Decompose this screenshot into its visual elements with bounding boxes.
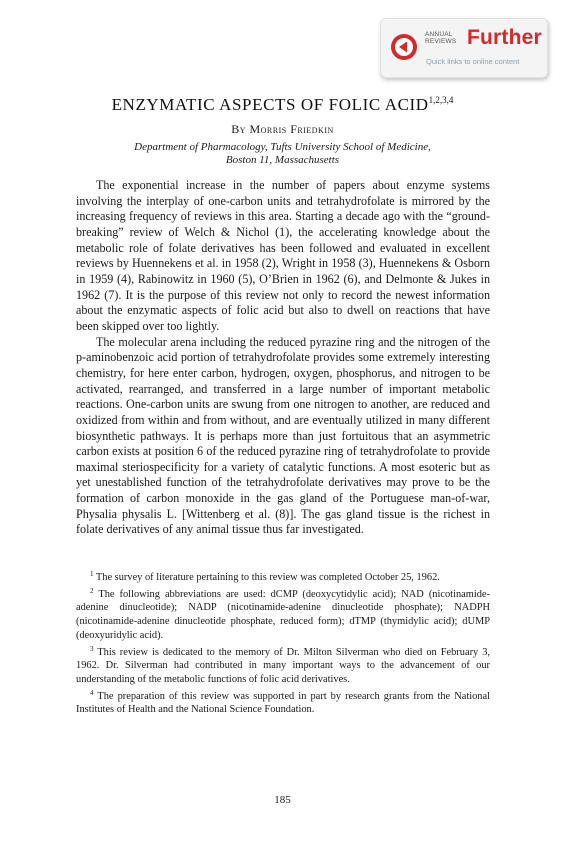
author-line <box>0 122 565 137</box>
footnote-mark: 3 <box>90 644 94 653</box>
author-prefix: By <box>231 122 246 136</box>
footnote-3 <box>76 643 490 687</box>
footnote-mark: 4 <box>90 688 94 697</box>
annual-reviews-further-badge[interactable] <box>380 18 548 78</box>
further-subtitle: Quick links to online content <box>426 57 520 66</box>
footnote-1 <box>76 568 490 585</box>
footnote-text: The survey of literature pertaining to this review was completed October 25, 1962. <box>95 572 440 583</box>
footnote-mark: 2 <box>90 586 94 595</box>
footnote-text: This review is dedicated to the memory of Dr. Milton Silverman who died on February 3, 1962. Dr. Silverman had contributed in many important ways to the advancement of our understanding of the metabolic functions of folic acid derivatives. <box>76 646 490 685</box>
affiliation-line1: Department of Pharmacology, Tufts University School of Medicine, <box>134 141 431 153</box>
body-paragraph-2: The molecular arena including the reduced pyrazine ring and the nitrogen of the p-aminobenzoic acid portion of tetrahydrofolate provides some extremely interesting chemistry, for here enter carbon, hydrogen, oxygen, phosphorus, and nitrogen to be activated, rearranged, and transferred in a large number of important metabolic reactions. One-carbon units are swung from one nitrogen to another, are reduced and oxidized from within and from without, and are eventually utilized in many different biosynthetic pathways. It is perhaps more than just fortuitous that an asymmetric carbon exists at position 6 of the reduced pyrazine ring of tetrahydrofolate to provide maximal steriospecificity for a variety of catalytic functions. A most esoteric but as yet unestablished function of the tetrahydrofolate derivatives may prove to be the formation of carbon monoxide in the gas gland of the Portuguese man-of-war, Physalia physalis L. [Wittenberg et al. (8)]. The gas gland tissue is the richest in folate derivatives of any animal tissue thus far investigated. <box>76 334 490 537</box>
footnote-4 <box>76 687 490 717</box>
play-arrow-icon <box>390 33 418 61</box>
footnote-2 <box>76 585 490 643</box>
footnote-text: The following abbreviations are used: dCMP (deoxycytidylic acid); NAD (nicotinamide-adenine dinucleotide); NADP (nicotinamide-adenine dinucleotide phosphate); NADPH (nicotinamide-adenine dinucleotide phosphate, reduced form); dTMP (thymidylic acid); dUMP (deoxyuridylic acid). <box>76 588 490 641</box>
article-title-text: ENZYMATIC ASPECTS OF FOLIC ACID <box>111 95 429 114</box>
article-title <box>0 95 565 115</box>
footnotes <box>76 568 490 717</box>
annual-reviews-wordmark <box>425 31 456 45</box>
author-name: Morris Friedkin <box>249 122 334 136</box>
article-body <box>76 178 490 538</box>
further-label: Further <box>467 26 542 49</box>
title-footnote-marks: 1,2,3,4 <box>428 95 454 105</box>
footnote-text: The preparation of this review was supported in part by research grants from the National Institutes of Health and the National Science Foundation. <box>76 690 490 716</box>
affiliation <box>0 141 565 167</box>
footnote-mark: 1 <box>90 570 94 578</box>
wordmark-line1: ANNUAL <box>425 31 453 38</box>
affiliation-line2: Boston 11, Massachusetts <box>225 154 340 166</box>
body-paragraph-1: The exponential increase in the number of papers about enzyme systems involving the interplay of one-carbon units and tetrahydrofolate is mirrored by the increasing frequency of reviews in this area. Starting a decade ago with the “ground-breaking” review of Welch & Nichol (1), the accelerating knowledge about the metabolic role of folate derivatives has been followed and evaluated in excellent reviews by Huennekens et al. in 1958 (2), Wright in 1958 (3), Huennekens & Osborn in 1959 (4), Rabinowitz in 1960 (5), O’Brien in 1962 (6), and Delmonte & Jukes in 1962 (7). It is the purpose of this review not only to record the newest information about the enzymatic aspects of folic acid but also to dwell on reactions that have been skipped over too lightly. <box>76 178 490 333</box>
wordmark-line2: REVIEWS <box>425 38 457 45</box>
page-number: 185 <box>274 794 291 806</box>
